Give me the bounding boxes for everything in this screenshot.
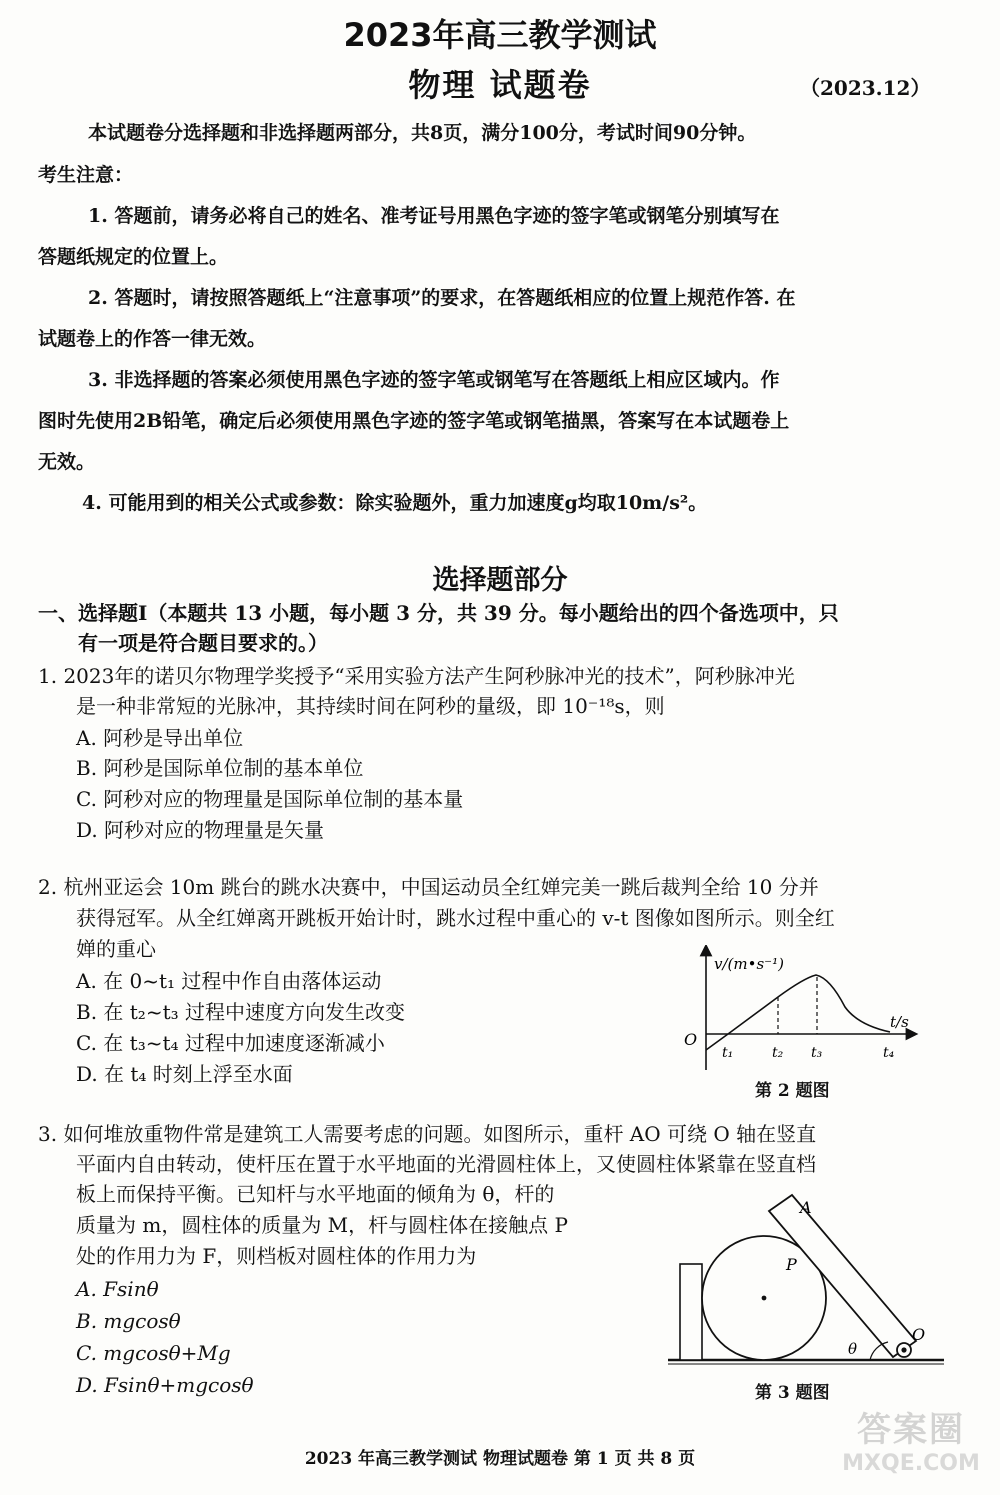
watermark-bottom: MXQE.COM	[842, 1451, 980, 1476]
q2-stem: 2. 杭州亚运会 10m 跳台的跳水决赛中，中国运动员全红婵完美一跳后裁判全给 10 分并	[38, 875, 819, 899]
q2-figure-caption: 第 2 题图	[755, 1081, 830, 1101]
pivot-center	[901, 1347, 906, 1352]
origin-label: O	[684, 1030, 698, 1049]
cylinder-center	[762, 1296, 767, 1301]
q1-option-d: D. 阿秒对应的物理量是矢量	[76, 818, 325, 842]
q3-option-c: C. mgcosθ+Mg	[76, 1341, 231, 1365]
part1-heading: 一、选择题Ⅰ（本题共 13 小题，每小题 3 分，共 39 分。每小题给出的四个备选项中，只	[38, 601, 839, 625]
q3-stem: 质量为 m，圆柱体的质量为 M，杆与圆柱体在接触点 P	[76, 1213, 568, 1237]
baffle-board	[680, 1264, 702, 1360]
tick-label: t₂	[772, 1045, 784, 1061]
q2-stem: 获得冠军。从全红婵离开跳板开始计时，跳水过程中重心的 v-t 图像如图所示。则全红	[76, 906, 835, 930]
exam-date: （2023.12）	[800, 76, 931, 100]
q2-vt-graph	[680, 945, 920, 1075]
q1-stem: 1. 2023年的诺贝尔物理学奖授予“采用实验方法产生阿秒脉冲光的技术”，阿秒脉冲光	[38, 664, 795, 688]
notice-line: 图时先使用2B铅笔，确定后必须使用黑色字迹的签字笔或钢笔描黑，答案写在本试题卷上	[38, 410, 790, 432]
intro-text: 本试题卷分选择题和非选择题两部分，共8页，满分100分，考试时间90分钟。	[88, 122, 757, 144]
q1-option-c: C. 阿秒对应的物理量是国际单位制的基本量	[76, 787, 464, 811]
watermark-top: 答案圈	[857, 1410, 965, 1450]
q2-option-c: C. 在 t₃~t₄ 过程中加速度逐渐减小	[76, 1031, 385, 1055]
vt-curve	[706, 975, 890, 1050]
label-o: O	[912, 1325, 926, 1344]
notice-line: 4. 可能用到的相关公式或参数：除实验题外，重力加速度g均取10m/s²。	[82, 492, 708, 514]
q3-stem: 3. 如何堆放重物件常是建筑工人需要考虑的问题。如图所示，重杆 AO 可绕 O 轴在竖直	[38, 1122, 817, 1146]
section-title: 选择题部分	[432, 565, 568, 596]
q2-option-d: D. 在 t₄ 时刻上浮至水面	[76, 1062, 293, 1086]
q3-stem: 平面内自由转动，使杆压在置于水平地面的光滑圆柱体上，又使圆柱体紧靠在竖直档	[76, 1152, 816, 1176]
q2-option-a: A. 在 0~t₁ 过程中作自由落体运动	[76, 969, 382, 993]
part1-heading: 有一项是符合题目要求的。）	[78, 631, 328, 655]
watermark-logo	[836, 1402, 986, 1482]
notice-line: 无效。	[38, 451, 96, 473]
exam-title: 2023年高三教学测试	[343, 16, 657, 54]
notice-line: 2. 答题时，请按照答题纸上“注意事项”的要求，在答题纸相应的位置上规范作答. 在	[88, 287, 796, 309]
label-a: A	[800, 1198, 812, 1217]
y-axis-label: v/(m•s⁻¹)	[714, 955, 784, 973]
label-p: P	[786, 1255, 797, 1274]
q3-option-b: B. mgcosθ	[76, 1309, 181, 1333]
q1-option-b: B. 阿秒是国际单位制的基本单位	[76, 756, 364, 780]
notice-line: 1. 答题前，请务必将自己的姓名、准考证号用黑色字迹的签字笔或钢笔分别填写在	[88, 205, 780, 227]
q3-figure-caption: 第 3 题图	[755, 1383, 830, 1403]
notice-line: 答题纸规定的位置上。	[38, 246, 229, 268]
notice-title: 考生注意：	[38, 164, 134, 186]
q3-stem: 处的作用力为 F，则档板对圆柱体的作用力为	[76, 1244, 477, 1268]
q1-stem: 是一种非常短的光脉冲，其持续时间在阿秒的量级，即 10⁻¹⁸s，则	[76, 694, 665, 718]
q3-stem: 板上而保持平衡。已知杆与水平地面的倾角为 θ，杆的	[76, 1182, 555, 1206]
q3-option-a: A. Fsinθ	[76, 1277, 159, 1301]
tick-label: t₁	[722, 1045, 734, 1061]
notice-line: 试题卷上的作答一律无效。	[38, 328, 267, 350]
notice-line: 3. 非选择题的答案必须使用黑色字迹的签字笔或钢笔写在答题纸上相应区域内。作	[88, 369, 780, 391]
x-axis-label: t/s	[890, 1013, 909, 1031]
tick-label: t₃	[811, 1045, 823, 1061]
q2-stem: 婵的重心	[76, 937, 156, 961]
q3-option-d: D. Fsinθ+mgcosθ	[76, 1373, 254, 1397]
exam-subtitle: 物理 试题卷	[408, 66, 592, 104]
page-footer: 2023 年高三教学测试 物理试题卷 第 1 页 共 8 页	[304, 1449, 696, 1469]
q3-rod-cylinder-figure	[664, 1190, 950, 1370]
tick-label: t₄	[883, 1045, 895, 1061]
q1-option-a: A. 阿秒是导出单位	[76, 726, 244, 750]
q2-option-b: B. 在 t₂~t₃ 过程中速度方向发生改变	[76, 1000, 405, 1024]
label-theta: θ	[848, 1340, 858, 1358]
